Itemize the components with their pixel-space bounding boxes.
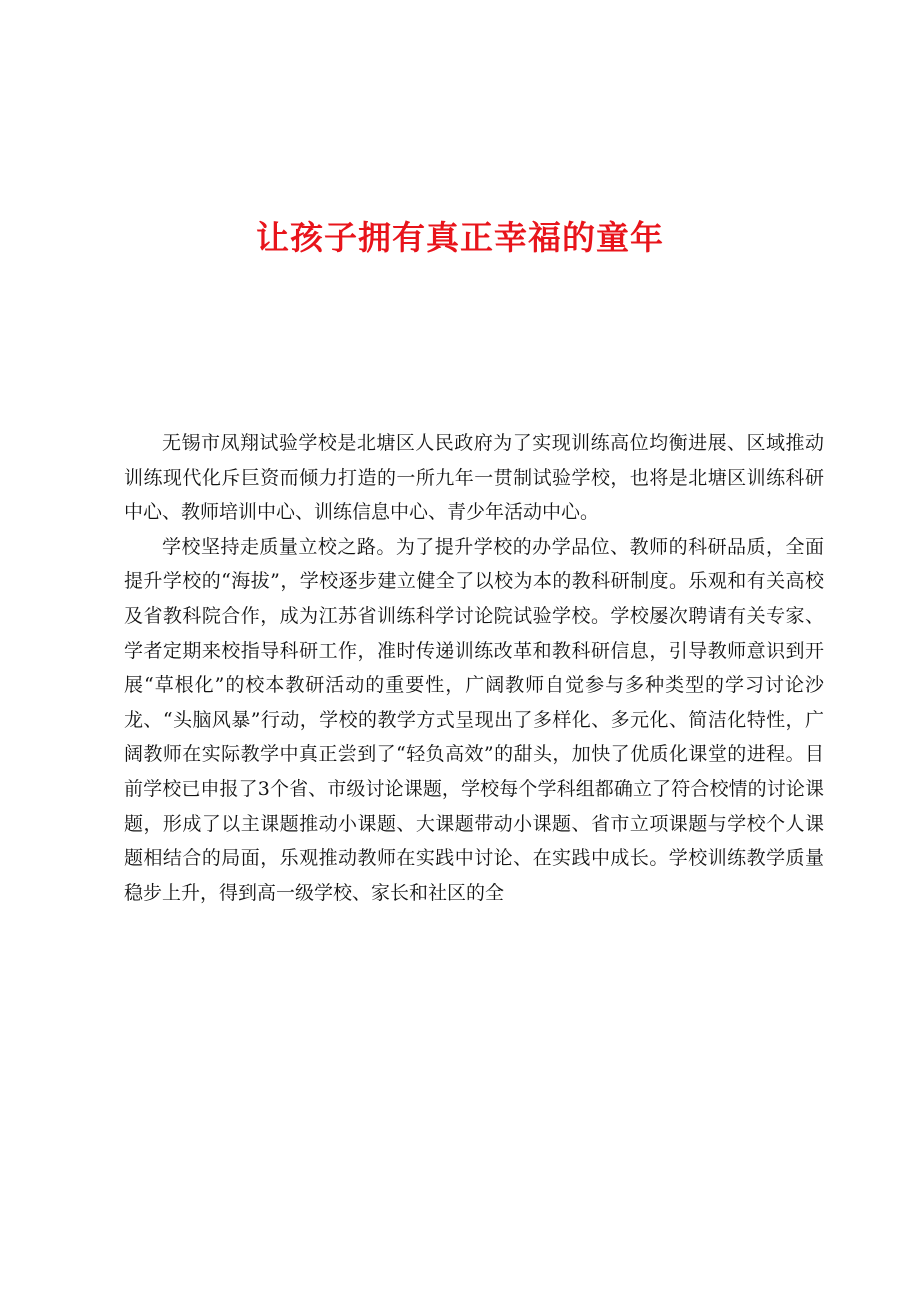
paragraph-quality: 学校坚持走质量立校之路。为了提升学校的办学品位、教师的科研品质，全面提升学校的“海拔”，学校逐步建立健全了以校为本的教科研制度。乐观和有关高校及省教科院合作，成为江苏省训练科学讨论院试验学校。学校屡次聘请有关专家、学者定期来校指导科研工作，准时传递训练改革和教科研信息，引导教师意识到开展“草根化”的校本教研活动的重要性，广阔教师自觉参与多种类型的学习讨论沙龙、“头脑风暴”行动，学校的教学方式呈现出了多样化、多元化、简洁化特性，广阔教师在实际教学中真正尝到了“轻负高效”的甜头，加快了优质化课堂的进程。目前学校已申报了3个省、市级讨论课题，学校每个学科组都确立了符合校情的讨论课题，形成了以主课题推动小课题、大课题带动小课题、省市立项课题与学校个人课题相结合的局面，乐观推动教师在实践中讨论、在实践中成长。学校训练教学质量稳步上升，得到高一级学校、家长和社区的全 bbox=[124, 535, 824, 904]
paragraph-intro: 无锡市凤翔试验学校是北塘区人民政府为了实现训练高位均衡进展、区域推动训练现代化斥巨资而倾力打造的一所九年一贯制试验学校，也将是北塘区训练科研中心、教师培训中心、训练信息中心、青少年活动中心。 bbox=[124, 432, 824, 524]
document-title: 让孩子拥有真正幸福的童年 bbox=[256, 218, 664, 258]
document-body bbox=[124, 426, 824, 910]
